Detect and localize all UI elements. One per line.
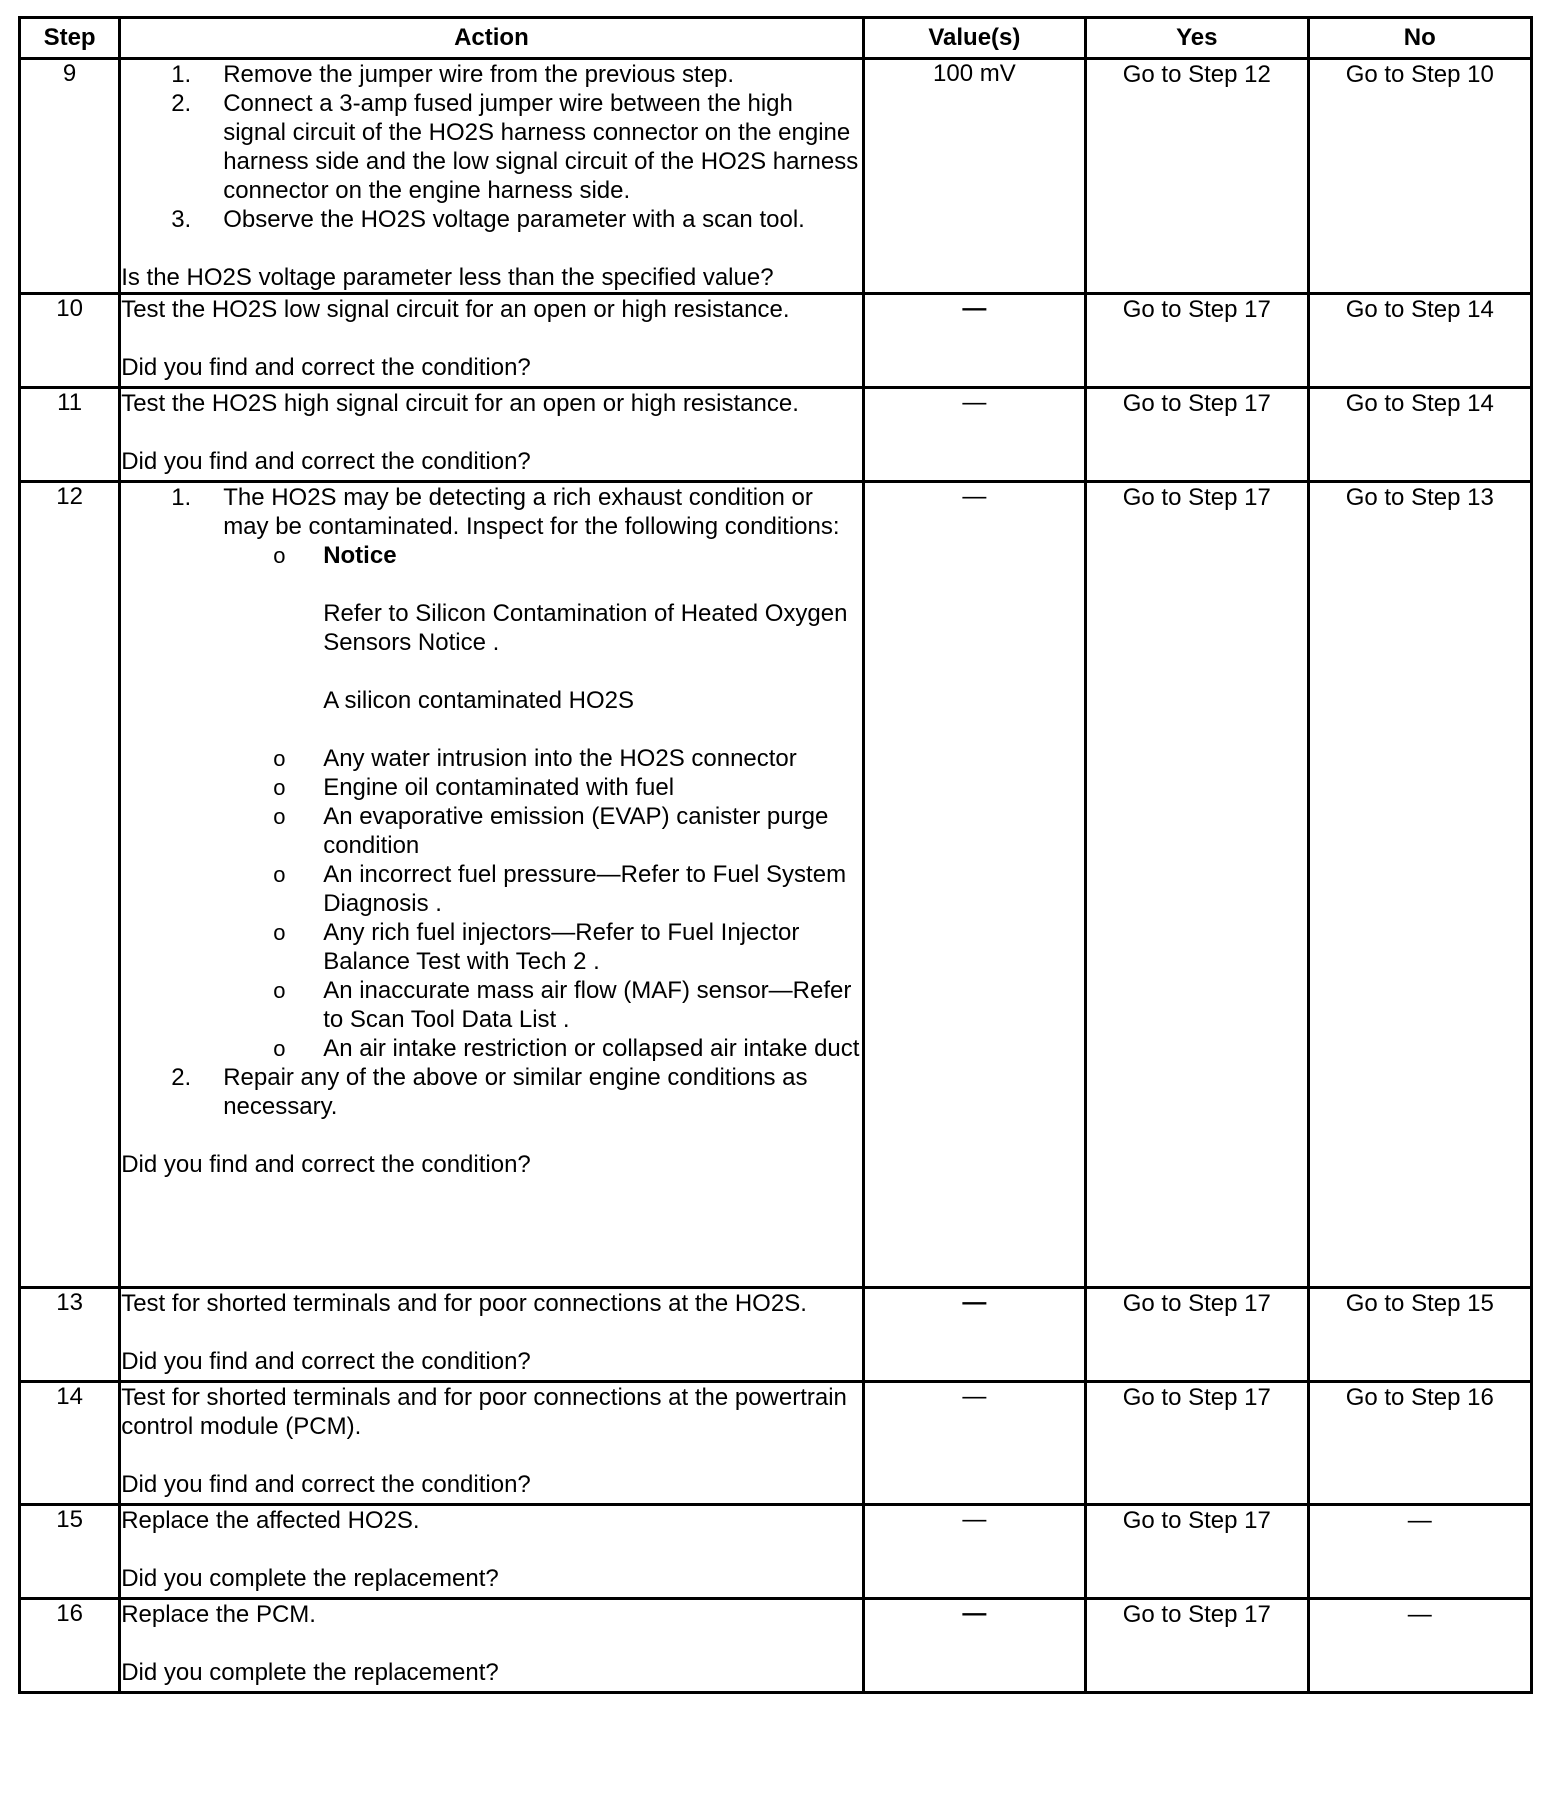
diagnostic-table	[18, 16, 1533, 1694]
numbered-list	[121, 60, 861, 234]
question-text: Did you find and correct the condition?	[121, 1151, 531, 1178]
list-item	[223, 1034, 861, 1063]
action-cell	[120, 1382, 863, 1505]
item-number: 2.	[171, 1064, 192, 1091]
notice-title: Notice	[323, 542, 397, 569]
condition-text: Any rich fuel injectors—Refer to Fuel Injector Balance Test with Tech 2 .	[323, 919, 800, 975]
no-cell: Go to Step 14	[1308, 388, 1531, 482]
yes-cell: Go to Step 17	[1086, 1599, 1308, 1693]
item-number: 3.	[171, 206, 192, 233]
no-cell: Go to Step 14	[1308, 294, 1531, 388]
table-row	[20, 294, 1532, 388]
table-row	[20, 1505, 1532, 1599]
no-cell: Go to Step 10	[1308, 59, 1531, 294]
item-text: Observe the HO2S voltage parameter with a scan tool.	[223, 206, 805, 233]
value-cell: —	[863, 388, 1085, 482]
yes-cell: Go to Step 17	[1086, 1288, 1308, 1382]
table-row	[20, 1599, 1532, 1693]
question-text: Did you find and correct the condition?	[121, 354, 531, 381]
step-number: 15	[20, 1505, 120, 1599]
table-row	[20, 388, 1532, 482]
header-no: No	[1308, 18, 1531, 59]
notice-item	[223, 541, 861, 744]
yes-cell: Go to Step 17	[1086, 294, 1308, 388]
value-cell: —	[863, 1288, 1085, 1382]
value-cell: —	[863, 1382, 1085, 1505]
item-text: Remove the jumper wire from the previous step.	[223, 61, 735, 88]
action-cell	[120, 59, 863, 294]
value-cell: —	[863, 482, 1085, 1288]
item-number: 2.	[171, 90, 192, 117]
condition-text: An incorrect fuel pressure—Refer to Fuel System Diagnosis .	[323, 861, 847, 917]
value-cell: 100 mV	[863, 59, 1085, 294]
bullet-marker: o	[273, 804, 286, 829]
action-text: Replace the PCM.	[121, 1601, 316, 1628]
action-cell	[120, 482, 863, 1288]
question-text: Did you complete the replacement?	[121, 1565, 499, 1592]
item-text: Repair any of the above or similar engine conditions as necessary.	[223, 1064, 808, 1120]
step-number: 12	[20, 482, 120, 1288]
step-number: 11	[20, 388, 120, 482]
question-text: Is the HO2S voltage parameter less than the specified value?	[121, 264, 774, 291]
action-text: Test the HO2S low signal circuit for an open or high resistance.	[121, 296, 790, 323]
table-row	[20, 482, 1532, 1288]
condition-text: Engine oil contaminated with fuel	[323, 774, 675, 801]
list-item	[121, 89, 861, 205]
no-cell: Go to Step 13	[1308, 482, 1531, 1288]
action-cell	[120, 1599, 863, 1693]
no-cell: —	[1308, 1505, 1531, 1599]
action-text: Replace the affected HO2S.	[121, 1507, 420, 1534]
action-text: Test for shorted terminals and for poor connections at the powertrain control module (PCM).	[121, 1384, 847, 1440]
value-cell: —	[863, 1505, 1085, 1599]
header-action: Action	[120, 18, 863, 59]
list-item	[121, 205, 861, 234]
bullet-marker: o	[273, 775, 286, 800]
table-row	[20, 1382, 1532, 1505]
no-cell: —	[1308, 1599, 1531, 1693]
header-row	[20, 18, 1532, 59]
action-cell	[120, 1288, 863, 1382]
numbered-list	[121, 483, 861, 1121]
list-item	[223, 976, 861, 1034]
yes-cell: Go to Step 17	[1086, 1382, 1308, 1505]
table-row	[20, 1288, 1532, 1382]
yes-cell: Go to Step 17	[1086, 388, 1308, 482]
bullet-marker: o	[273, 920, 286, 945]
step-number: 9	[20, 59, 120, 294]
no-cell: Go to Step 16	[1308, 1382, 1531, 1505]
header-values: Value(s)	[863, 18, 1085, 59]
question-text: Did you complete the replacement?	[121, 1659, 499, 1686]
condition-text: An air intake restriction or collapsed air intake duct	[323, 1035, 860, 1062]
condition-text: Any water intrusion into the HO2S connector	[323, 745, 797, 772]
notice-extra: A silicon contaminated HO2S	[323, 687, 635, 714]
action-text: Test for shorted terminals and for poor connections at the HO2S.	[121, 1290, 807, 1317]
table-row	[20, 59, 1532, 294]
item-text: Connect a 3-amp fused jumper wire between the high signal circuit of the HO2S harness connector on the engine harness side and the low signal circuit of the HO2S harness connector on the engine harness side.	[223, 90, 859, 204]
value-cell: —	[863, 1599, 1085, 1693]
action-cell	[120, 388, 863, 482]
condition-list	[223, 541, 861, 1063]
list-item	[223, 860, 861, 918]
item-number: 1.	[171, 484, 192, 511]
yes-cell: Go to Step 12	[1086, 59, 1308, 294]
step-number: 16	[20, 1599, 120, 1693]
list-item	[121, 1063, 861, 1121]
step-number: 10	[20, 294, 120, 388]
condition-text: An evaporative emission (EVAP) canister purge condition	[323, 803, 829, 859]
step-number: 14	[20, 1382, 120, 1505]
notice-text: Refer to Silicon Contamination of Heated Oxygen Sensors Notice .	[323, 600, 848, 656]
header-step: Step	[20, 18, 120, 59]
bullet-marker: o	[273, 1036, 286, 1061]
condition-text: An inaccurate mass air flow (MAF) sensor—Refer to Scan Tool Data List .	[323, 977, 852, 1033]
list-item	[121, 483, 861, 1063]
action-cell	[120, 294, 863, 388]
yes-cell: Go to Step 17	[1086, 1505, 1308, 1599]
action-cell	[120, 1505, 863, 1599]
header-yes: Yes	[1086, 18, 1308, 59]
list-item	[223, 918, 861, 976]
question-text: Did you find and correct the condition?	[121, 1348, 531, 1375]
step-number: 13	[20, 1288, 120, 1382]
question-text: Did you find and correct the condition?	[121, 448, 531, 475]
no-cell: Go to Step 15	[1308, 1288, 1531, 1382]
list-item	[223, 773, 861, 802]
item-number: 1.	[171, 61, 192, 88]
list-item	[223, 744, 861, 773]
list-item	[223, 802, 861, 860]
yes-cell: Go to Step 17	[1086, 482, 1308, 1288]
bullet-marker: o	[273, 862, 286, 887]
value-cell: —	[863, 294, 1085, 388]
list-item	[121, 60, 861, 89]
bullet-marker: o	[273, 978, 286, 1003]
bullet-marker: o	[273, 746, 286, 771]
item-text: The HO2S may be detecting a rich exhaust condition or may be contaminated. Inspect for the following conditions:	[223, 484, 840, 540]
bullet-marker: o	[273, 543, 286, 568]
action-text: Test the HO2S high signal circuit for an open or high resistance.	[121, 390, 799, 417]
question-text: Did you find and correct the condition?	[121, 1471, 531, 1498]
